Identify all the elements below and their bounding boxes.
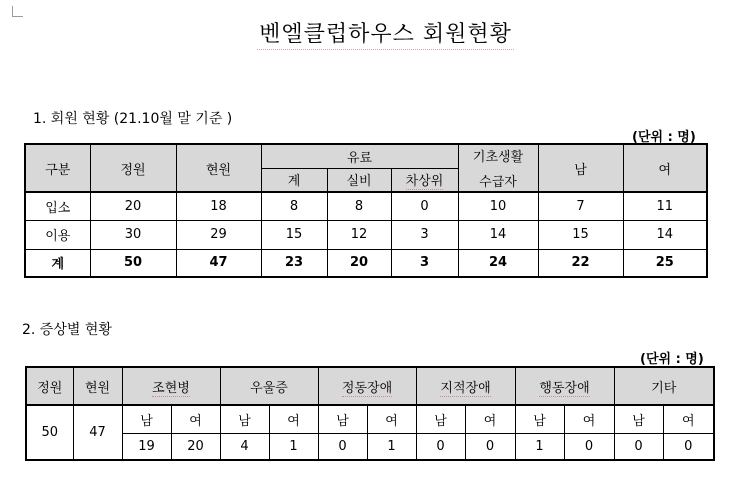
symptom-status-table — [25, 366, 715, 461]
header-schizophrenia — [122, 367, 220, 405]
value-other-male: 0 — [614, 433, 663, 460]
cell-basic-living: 14 — [458, 220, 538, 249]
sub-female: 여 — [367, 405, 416, 433]
cell-actual-cost: 12 — [327, 220, 391, 249]
row-label: 입소 — [25, 192, 90, 220]
row-label: 이용 — [25, 220, 90, 249]
cell-capacity: 20 — [90, 192, 176, 220]
sub-male: 남 — [416, 405, 465, 433]
table-row — [25, 220, 707, 249]
total-difference: 3 — [391, 249, 458, 277]
header-basic-living — [458, 144, 538, 192]
table-total-row — [25, 249, 707, 277]
header-intellectual — [416, 367, 515, 405]
header-paid-total: 계 — [261, 168, 327, 192]
header-category: 구분 — [25, 144, 90, 192]
sub-male: 남 — [220, 405, 269, 433]
cell-basic-living: 10 — [458, 192, 538, 220]
header-male: 남 — [538, 144, 623, 192]
sub-female: 여 — [269, 405, 318, 433]
section2-heading: 2. 증상별 현황 — [22, 322, 112, 338]
header-paid: 유료 — [261, 144, 458, 168]
header-female: 여 — [623, 144, 707, 192]
value-intellectual-male: 0 — [416, 433, 465, 460]
section1-unit: (단위 : 명) — [632, 130, 696, 145]
value-behavioral-male: 1 — [515, 433, 564, 460]
sub-female: 여 — [171, 405, 220, 433]
value-emotional-male: 0 — [318, 433, 367, 460]
header-capacity: 정원 — [90, 144, 176, 192]
table2-gender-row — [26, 405, 714, 433]
document-title-text: 벤엘클럽하우스 회원현황 — [257, 17, 514, 50]
header-other: 기타 — [614, 367, 714, 405]
total-actual-cost: 20 — [327, 249, 391, 277]
sub-male: 남 — [122, 405, 171, 433]
header-behavioral — [515, 367, 614, 405]
total-current: 47 — [176, 249, 261, 277]
total-basic-living: 24 — [458, 249, 538, 277]
cell-current: 18 — [176, 192, 261, 220]
value-emotional-female: 1 — [367, 433, 416, 460]
sub-male: 남 — [614, 405, 663, 433]
cell-female: 11 — [623, 192, 707, 220]
cell-paid-total: 15 — [261, 220, 327, 249]
section1-heading: 1. 회원 현황 (21.10월 말 기준 ) — [33, 111, 233, 127]
total-capacity: 50 — [90, 249, 176, 277]
cell-difference: 0 — [391, 192, 458, 220]
cell-difference: 3 — [391, 220, 458, 249]
cell-female: 14 — [623, 220, 707, 249]
value-intellectual-female: 0 — [465, 433, 515, 460]
sub-female: 여 — [663, 405, 714, 433]
table-row — [25, 192, 707, 220]
cell-actual-cost: 8 — [327, 192, 391, 220]
page-corner-marker — [12, 6, 23, 17]
table1-header-row-1 — [25, 144, 707, 168]
header-depression: 우울증 — [220, 367, 318, 405]
header-basic-living-line2: 수급자 — [479, 175, 517, 190]
header-difference — [391, 168, 458, 192]
total-label: 계 — [25, 249, 90, 277]
cell-capacity-value: 50 — [26, 405, 73, 460]
header-schizophrenia-text: 조현병 — [152, 380, 190, 396]
header-actual-cost: 실비 — [327, 168, 391, 192]
header-intellectual-text: 지적장애 — [440, 380, 491, 396]
total-female: 25 — [623, 249, 707, 277]
sub-female: 여 — [465, 405, 515, 433]
value-schizophrenia-male: 19 — [122, 433, 171, 460]
header-basic-living-line1: 기초생활 — [472, 150, 524, 165]
value-behavioral-female: 0 — [564, 433, 614, 460]
sub-male: 남 — [318, 405, 367, 433]
member-status-table — [24, 143, 708, 278]
value-schizophrenia-female: 20 — [171, 433, 220, 460]
total-male: 22 — [538, 249, 623, 277]
header-current: 현원 — [73, 367, 122, 405]
value-other-female: 0 — [663, 433, 714, 460]
value-depression-male: 4 — [220, 433, 269, 460]
document-title — [0, 17, 731, 50]
total-paid-total: 23 — [261, 249, 327, 277]
cell-paid-total: 8 — [261, 192, 327, 220]
section2-unit: (단위 : 명) — [640, 352, 704, 367]
cell-current: 29 — [176, 220, 261, 249]
value-depression-female: 1 — [269, 433, 318, 460]
table2-header-row — [26, 367, 714, 405]
header-difference-text: 차상위 — [405, 174, 444, 190]
table2-values-row — [26, 433, 714, 460]
cell-male: 7 — [538, 192, 623, 220]
cell-male: 15 — [538, 220, 623, 249]
header-behavioral-text: 행동장애 — [539, 380, 590, 396]
header-emotional-text: 정동장애 — [341, 380, 393, 396]
cell-current-value: 47 — [73, 405, 122, 460]
sub-female: 여 — [564, 405, 614, 433]
header-current: 현원 — [176, 144, 261, 192]
header-emotional — [318, 367, 416, 405]
sub-male: 남 — [515, 405, 564, 433]
cell-capacity: 30 — [90, 220, 176, 249]
header-capacity: 정원 — [26, 367, 73, 405]
